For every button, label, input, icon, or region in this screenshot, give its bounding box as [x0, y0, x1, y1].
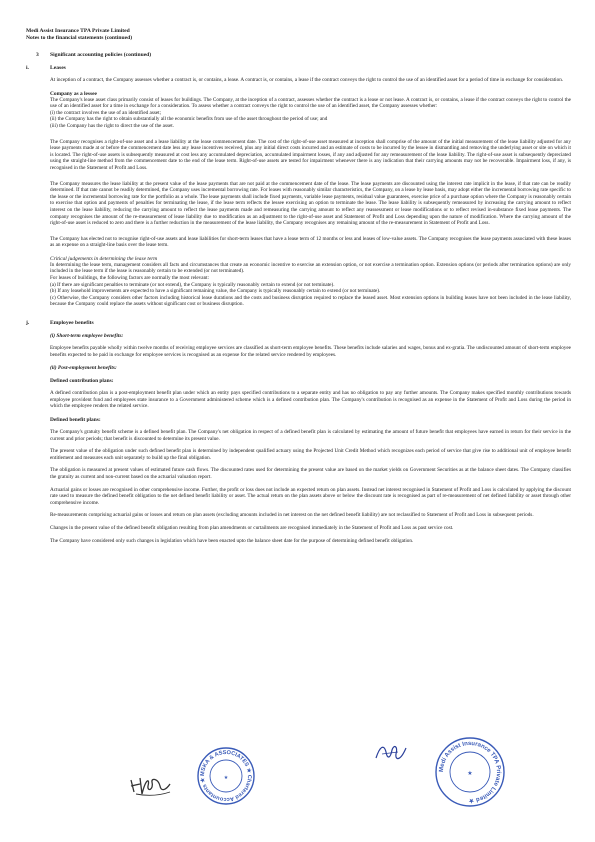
judgement-heading: Critical judgements in determining the lease term — [50, 255, 158, 262]
db-paragraph: Re-measurements comprising actuarial gains or losses and return on plan assets (excluding amounts included in net interest on the net defined benefit liability) are not reclassified to Statement of Profit and Loss in subsequent periods. — [50, 512, 534, 519]
db-paragraph: The Company's gratuity benefit scheme is a defined benefit plan. The Company's net obligation in respect of a defined benefit plan is calculated by estimating the amount of future benefit that employees have earned in return for their service in the current and prior periods; that benefit is discounted to determine its present value. — [50, 429, 571, 442]
factor-item: (b) If any leasehold improvements are expected to have a significant remaining value, the Company is typically reasonably certain to extend (or not terminate). — [50, 288, 381, 295]
db-paragraph: Changes in the present value of the defined benefit obligation resulting from plan amendments or curtailments are recognised immediately in the Statement of Profit and Loss as past service cost. — [50, 524, 454, 531]
leases-title: Leases — [50, 65, 66, 71]
judgement-lead: For leases of buildings, the following factors are normally the most relevant: — [50, 275, 210, 282]
lease-liability-paragraph: The Company measures the lease liability at the present value of the lease payments that are not paid at the commencement date of the lease. The lease payments are discounted using the interest rate implicit in the lease, if that rate can be readily determined. If that rate cannot be readily determined, the Company uses incremental borrowing rate. For leases with reasonably similar characteristics, the Company, on a lease by lease basis, may adopt either the incremental borrowing rate specific to the lease or the incremental borrowing rate for the portfolio as a whole. The lease payments shall include fixed payments, variable lease payments, residual value guarantees, exercise price of a purchase option where the Company is reasonably certain to exercise that option and payments of penalties for terminating the lease, if the lease term reflects the lessee exercising an option to terminate the lease. The lease liability is subsequently remeasured by increasing the carrying amount to reflect interest on the lease liability, reducing the carrying amount to reflect the lease payments made and remeasuring the carrying amount to reflect any reassessment or lease modifications or to reflect revised in-substance fixed lease payments. The company recognises the amount of the re-measurement of lease liability due to modification as an adjustment to the right-of-use asset and Statement of Profit and Loss depending upon the nature of modification. Where the carrying amount of the right-of-use asset is reduced to zero and there is a further reduction in the measurement of the lease liability, the Company recognises any remaining amount of the re-measurement in Statement of Profit and Loss. — [50, 180, 571, 227]
company-name: Medi Assist Insurance TPA Private Limited — [26, 28, 130, 34]
judgement-paragraph: In determining the lease term, management considers all facts and circumstances that create an economic incentive to exercise an extension option, or not exercise a termination option. Extension options (or periods after termination options) are only included in the lease term if the lease is reasonably certain to be extended (or not terminated). — [50, 261, 571, 275]
lessee-paragraph: The Company's lease asset class primarily consist of leases for buildings. The Company, at the inception of a contract, assesses whether the contract is a lease or not lease. A contract is, or contains, a lease if the contract conveys the right to control the use of an identified asset for a time in exchange for a consideration. To assess whether a contract conveys the right to control the use of an identified asset, the Company assesses whether: — [50, 96, 571, 110]
dc-heading: Defined contribution plans: — [50, 378, 114, 385]
db-heading: Defined benefit plans: — [50, 417, 101, 423]
criteria-item: (ii) the Company has the right to obtain substantially all the economic benefits from use of the asset throughout the period of use; and — [50, 116, 328, 123]
svg-text:★: ★ — [467, 771, 473, 777]
partner-signature — [128, 772, 174, 798]
dc-paragraph: A defined contribution plan is a post-employment benefit plan under which an entity pays specified contributions to a separate entity and has no obligation to pay any further amounts. The Company makes specified monthly contributions towards employee provident fund and employees state insurance to a Government administered scheme which is a defined contribution plan. The Company's contribution is recognised as an expense in the Statement of Profit and Loss during the period in which the employee renders the related service. — [50, 390, 571, 410]
factor-item: (a) If there are significant penalties to terminate (or not extend), the Company is typically reasonably certain to extend (or not terminate). — [50, 281, 335, 288]
notes-title: Notes to the financial statements (continued) — [26, 35, 133, 41]
document-page — [26, 28, 571, 544]
db-paragraph: The present value of the obligation under such defined benefit plan is determined by independent qualified actuary using the Projected Unit Credit Method which recognizes each period of service that give rise to additional unit of employee benefit entitlement and measures each unit separately to build up the final obligation. — [50, 448, 571, 461]
section-heading — [26, 52, 571, 58]
company-seal — [434, 736, 506, 808]
factors-list — [50, 282, 571, 308]
criteria-item: (i) the contract involves the use of an identified asset; — [50, 109, 162, 116]
criteria-item: (iii) the Company has the right to direct the use of the asset. — [50, 122, 175, 129]
svg-text:★: ★ — [223, 775, 229, 781]
employee-title: Employee benefits — [50, 320, 94, 327]
rou-paragraph: The Company recognises a right-of-use asset and a lease liability at the lease commencement date. The cost of the right-of-use asset measured at inception shall comprise of the amount of the initial measurement of the lease liability adjusted for any lease payments made at or before the commencement date less any lease incentives received, plus any initial direct costs incurred and an estimate of costs to be incurred by the lessee in dismantling and removing the underlying asset or site on which it is located. The right-of-use assets is subsequently measured at cost less any accumulated depreciation, accumulated impairment losses, if any and adjusted for any remeasurement of the lease liability. The right-of-use asset is subsequently depreciated using the straight-line method from the commencement date to the end of the lease term. Right-of-use assets are tested for impairment whenever there is any indication that their carrying amounts may not be recoverable. Impairment loss, if any, is recognised in the Statement of Profit and Loss. — [50, 138, 571, 171]
director-signature — [372, 742, 410, 764]
section-number: 3 — [36, 52, 39, 58]
factor-item: (c) Otherwise, the Company considers other factors including historical lease durations and the costs and business disruption required to replace the leased asset. Most extension options in building leases have not been included in the lease liability, because the Company could replace the assets without significant cost or business disruption. — [50, 294, 571, 308]
leases-heading — [26, 65, 571, 71]
db-paragraph: Actuarial gains or losses are recognised in other comprehensive income. Further, the profit or loss does not include an expected return on plan assets. Instead net interest recognised in Statement of Profit and Loss is calculated by applying the discount rate used to measure the defined benefit obligation to the net defined benefit liability or asset. The actual return on the plan assets above or below the discount rate is recognised as part of re-measurement of net defined liability or asset through other comprehensive income. — [50, 486, 571, 506]
lessee-criteria-list — [50, 110, 571, 130]
svg-text:MSKA & ASSOCIATES ★ Chartered: MSKA & ASSOCIATES ★ Chartered Accountants ★ — [199, 749, 253, 803]
short-term-benefits-paragraph: Employee benefits payable wholly within twelve months of receiving employee services are classified as short-term employee benefits. These benefits include salaries and wages, bonus and ex-gratia. The undiscounted amount of short-term employee benefits expected to be paid in exchange for employee services is recognised as an expense for the related service rendered by employees. — [50, 345, 571, 358]
post-employment-heading: (ii) Post-employment benefits: — [50, 365, 117, 372]
db-paragraph: The Company have considered only such changes in legislation which have been enacted upto the balance sheet date for the purpose of determining defined benefit obligation. — [50, 537, 414, 544]
lessee-heading: Company as a lessee — [50, 90, 97, 97]
short-term-lease-paragraph: The Company has elected not to recognise right-of-use assets and lease liabilities for short-term leases that have a lease term of 12 months or less and leases of low-value assets. The Company recognises the lease payments associated with these leases as an expense on a straight-line basis over the lease term. — [50, 235, 571, 249]
auditor-seal — [196, 746, 256, 806]
svg-text:Medi Assist Insurance TPA Priv: Medi Assist Insurance TPA Private Limited ★ — [438, 740, 502, 804]
employee-number: j. — [26, 320, 30, 327]
leases-intro: At inception of a contract, the Company assesses whether a contract is, or contains, a lease. A contract is, or contains, a lease if the contract conveys the right to control the use of an identified asset for a period of time in exchange for consideration. — [50, 77, 564, 83]
leases-body — [26, 77, 571, 308]
db-paragraph: The obligation is measured at present values of estimated future cash flows. The discounted rates used for determining the present value are based on the market yields on Government Securities as at the balance sheet dates. The Company classifies the gratuity as current and non-current based on the actuarial valuation report. — [50, 467, 571, 480]
leases-number: i. — [26, 65, 29, 71]
employee-heading — [26, 320, 571, 326]
employee-body — [26, 333, 571, 544]
short-term-benefits-heading: (i) Short-term employee benefits: — [50, 333, 124, 340]
section-title: Significant accounting policies (continued) — [50, 52, 152, 58]
